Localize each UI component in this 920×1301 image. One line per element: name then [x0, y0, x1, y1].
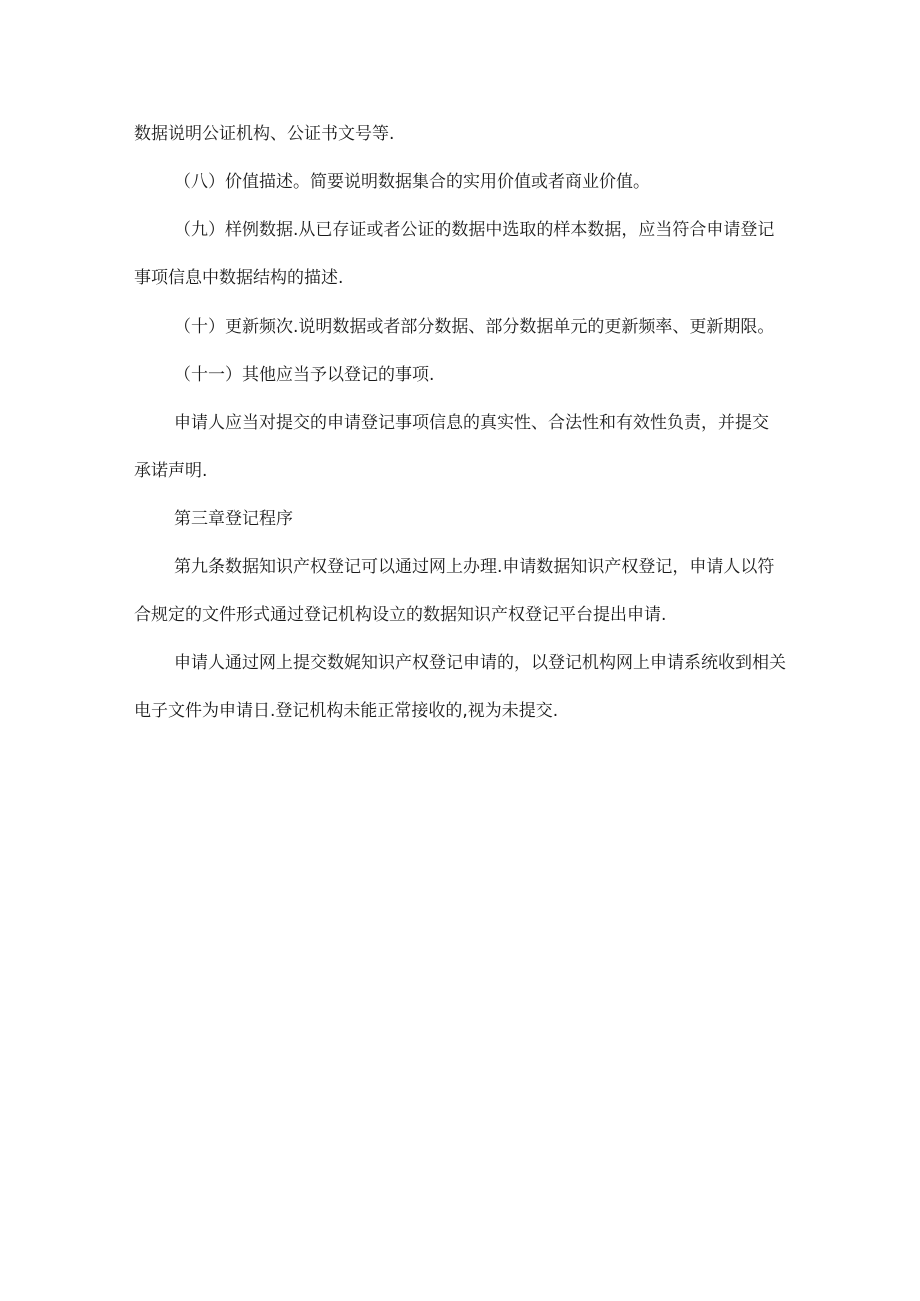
text-line-4: 事项信息中数据结构的描述.	[134, 268, 344, 288]
text-line-1: 数据说明公证机构、公证书文号等.	[134, 124, 395, 144]
text-line-8: 承诺声明.	[134, 461, 208, 481]
text-line-10: 第九条数据知识产权登记可以通过网上办理.申请数据知识产权登记，申请人以符	[174, 557, 775, 577]
chapter-heading: 第三章登记程序	[174, 509, 293, 529]
text-line-5: （十）更新频次.说明数据或者部分数据、部分数据单元的更新频率、更新期限。	[174, 317, 775, 337]
text-line-6: （十一）其他应当予以登记的事项.	[174, 365, 435, 385]
text-line-13: 电子文件为申请日.登记机构未能正常接收的,视为未提交.	[134, 701, 559, 721]
text-line-7: 申请人应当对提交的申请登记事项信息的真实性、合法性和有效性负责，并提交	[174, 413, 769, 433]
text-line-11: 合规定的文件形式通过登记机构设立的数据知识产权登记平台提出申请.	[134, 605, 667, 625]
text-line-12: 申请人通过网上提交数娓知识产权登记申请的，以登记机构网上申请系统收到相关	[174, 653, 786, 673]
text-line-3: （九）样例数据.从已存证或者公证的数据中选取的样本数据，应当符合申请登记	[174, 220, 775, 240]
text-line-2: （八）价值描述。简要说明数据集合的实用价值或者商业价值。	[174, 172, 650, 192]
